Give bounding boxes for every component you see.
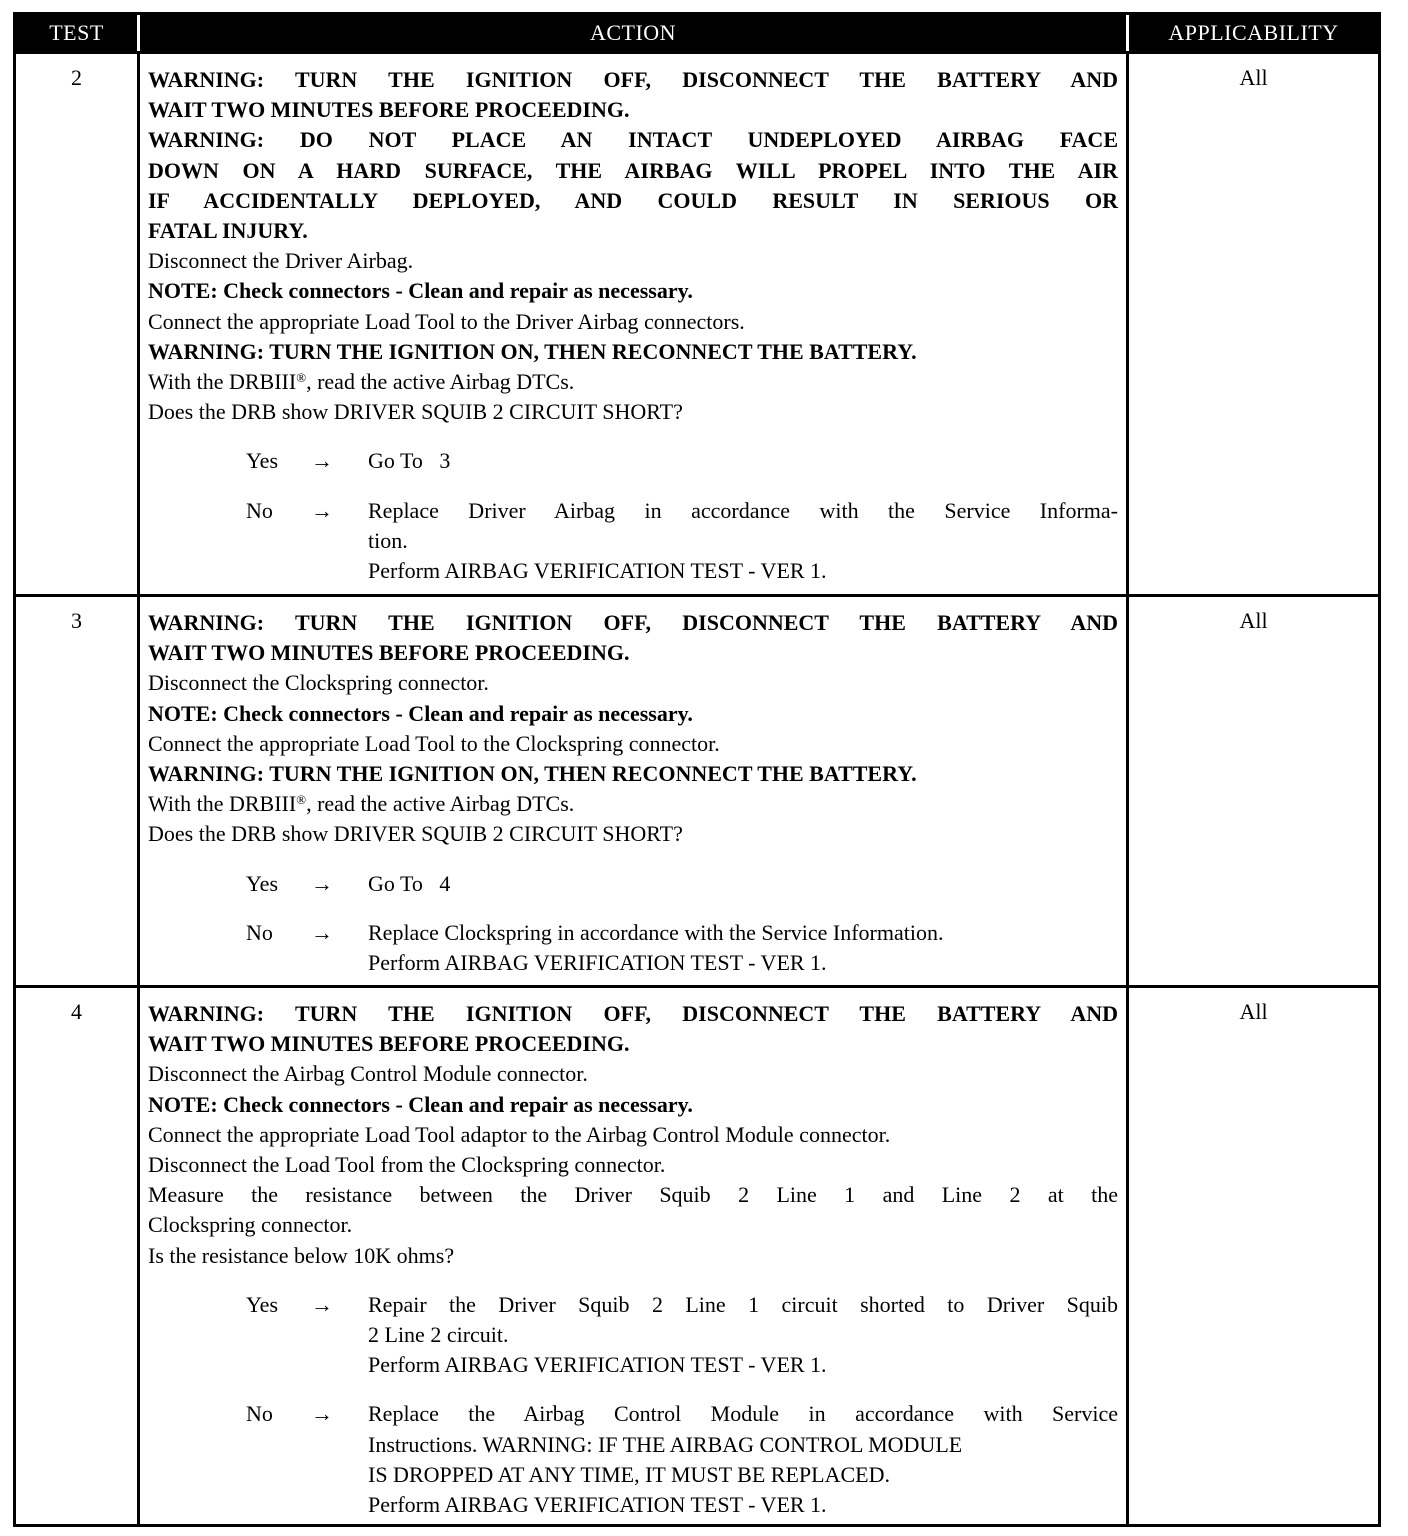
no-option	[148, 1399, 1118, 1520]
action-line: FATAL INJURY.	[148, 218, 308, 244]
test-action	[137, 985, 1129, 1524]
result-line: Instructions. WARNING: IF THE AIRBAG CONTROL MODULE	[368, 1431, 963, 1457]
test-action	[137, 594, 1129, 985]
action-line: Disconnect the Clockspring connector.	[148, 670, 489, 696]
arrow-icon: →	[311, 1401, 333, 1427]
action-line: WARNING: TURN THE IGNITION ON, THEN RECONNECT THE BATTERY.	[148, 761, 917, 787]
action-line: WAIT TWO MINUTES BEFORE PROCEEDING.	[148, 640, 630, 666]
yes-option	[148, 869, 1118, 899]
test-number: 2	[16, 51, 137, 594]
action-line: Disconnect the Load Tool from the Clockspring connector.	[148, 1152, 666, 1178]
test-action	[137, 51, 1129, 594]
yes-label: Yes	[246, 1291, 279, 1317]
result-line: Perform AIRBAG VERIFICATION TEST - VER 1.	[368, 950, 827, 976]
result-line: Perform AIRBAG VERIFICATION TEST - VER 1.	[368, 558, 827, 584]
action-line	[148, 789, 1118, 819]
test-number: 4	[16, 985, 137, 1524]
result-line: IS DROPPED AT ANY TIME, IT MUST BE REPLACED.	[368, 1461, 890, 1487]
action-line: WARNING: TURN THE IGNITION OFF, DISCONNECT THE BATTERY AND	[148, 67, 1118, 92]
result-line: Go To 3	[368, 448, 451, 474]
result-line: Replace the Airbag Control Module in accordance with Service	[368, 1401, 1118, 1427]
applicability-value: All	[1129, 985, 1378, 1524]
action-text: With the DRBIII	[148, 791, 297, 817]
result-line: Perform AIRBAG VERIFICATION TEST - VER 1.	[368, 1352, 827, 1378]
no-option	[148, 918, 1118, 978]
test-number: 3	[16, 594, 137, 985]
result-line: Replace Clockspring in accordance with the Service Information.	[368, 919, 944, 945]
yes-label: Yes	[246, 448, 279, 474]
action-line: NOTE: Check connectors - Clean and repair as necessary.	[148, 700, 693, 726]
action-line: WARNING: TURN THE IGNITION ON, THEN RECONNECT THE BATTERY.	[148, 338, 917, 364]
action-line: Clockspring connector.	[148, 1212, 353, 1238]
registered-mark: ®	[296, 792, 307, 808]
action-line: WARNING: TURN THE IGNITION OFF, DISCONNECT THE BATTERY AND	[148, 610, 1118, 635]
no-label: No	[246, 1401, 273, 1427]
no-option	[148, 496, 1118, 587]
no-label: No	[246, 919, 273, 945]
action-text: With the DRBIII	[148, 369, 297, 395]
action-line: DOWN ON A HARD SURFACE, THE AIRBAG WILL PROPEL INTO THE AIR	[148, 157, 1118, 183]
action-line: Connect the appropriate Load Tool adaptor to the Airbag Control Module connector.	[148, 1121, 891, 1147]
action-line: Disconnect the Driver Airbag.	[148, 248, 414, 274]
action-line: NOTE: Check connectors - Clean and repair as necessary.	[148, 278, 693, 304]
action-text: , read the active Airbag DTCs.	[306, 791, 575, 817]
arrow-icon: →	[311, 870, 333, 896]
action-text: , read the active Airbag DTCs.	[306, 369, 575, 395]
action-line: Does the DRB show DRIVER SQUIB 2 CIRCUIT SHORT?	[148, 821, 683, 847]
yes-option	[148, 1290, 1118, 1381]
yes-result	[368, 1290, 1118, 1381]
result-line: 2 Line 2 circuit.	[368, 1322, 509, 1348]
action-line: IF ACCIDENTALLY DEPLOYED, AND COULD RESULT IN SERIOUS OR	[148, 187, 1118, 213]
arrow-icon: →	[311, 448, 333, 474]
no-result	[368, 496, 1118, 587]
action-line: Connect the appropriate Load Tool to the Driver Airbag connectors.	[148, 308, 745, 334]
result-line: Go To 4	[368, 870, 451, 896]
result-line: tion.	[368, 527, 408, 553]
arrow-icon: →	[311, 919, 333, 945]
action-line: Disconnect the Airbag Control Module connector.	[148, 1061, 588, 1087]
result-line: Perform AIRBAG VERIFICATION TEST - VER 1.	[368, 1492, 827, 1518]
applicability-value: All	[1129, 51, 1378, 594]
applicability-value: All	[1129, 594, 1378, 985]
action-line: WARNING: TURN THE IGNITION OFF, DISCONNECT THE BATTERY AND	[148, 1001, 1118, 1026]
action-line: Does the DRB show DRIVER SQUIB 2 CIRCUIT SHORT?	[148, 399, 683, 425]
no-label: No	[246, 497, 273, 523]
yes-result	[368, 446, 1118, 476]
registered-mark: ®	[296, 370, 307, 386]
header-applicability: APPLICABILITY	[1129, 15, 1378, 51]
no-result	[368, 918, 1118, 978]
header-action: ACTION	[137, 15, 1129, 51]
result-line: Repair the Driver Squib 2 Line 1 circuit shorted to Driver Squib	[368, 1291, 1118, 1317]
action-line: WARNING: DO NOT PLACE AN INTACT UNDEPLOYED AIRBAG FACE	[148, 127, 1118, 153]
result-line: Replace Driver Airbag in accordance with the Service Informa-	[368, 497, 1118, 523]
action-line: Connect the appropriate Load Tool to the Clockspring connector.	[148, 730, 720, 756]
action-line	[148, 367, 1118, 397]
action-line: WAIT TWO MINUTES BEFORE PROCEEDING.	[148, 1031, 630, 1057]
no-result	[368, 1399, 1118, 1520]
action-line: NOTE: Check connectors - Clean and repair as necessary.	[148, 1091, 693, 1117]
action-line: Is the resistance below 10K ohms?	[148, 1242, 455, 1268]
action-line: WAIT TWO MINUTES BEFORE PROCEEDING.	[148, 97, 630, 123]
arrow-icon: →	[311, 497, 333, 523]
header-test: TEST	[16, 15, 137, 51]
yes-result	[368, 869, 1118, 899]
yes-label: Yes	[246, 870, 279, 896]
action-line: Measure the resistance between the Driver Squib 2 Line 1 and Line 2 at the	[148, 1182, 1118, 1208]
arrow-icon: →	[311, 1291, 333, 1317]
yes-option	[148, 446, 1118, 476]
diagnostic-test-table	[13, 12, 1381, 1527]
